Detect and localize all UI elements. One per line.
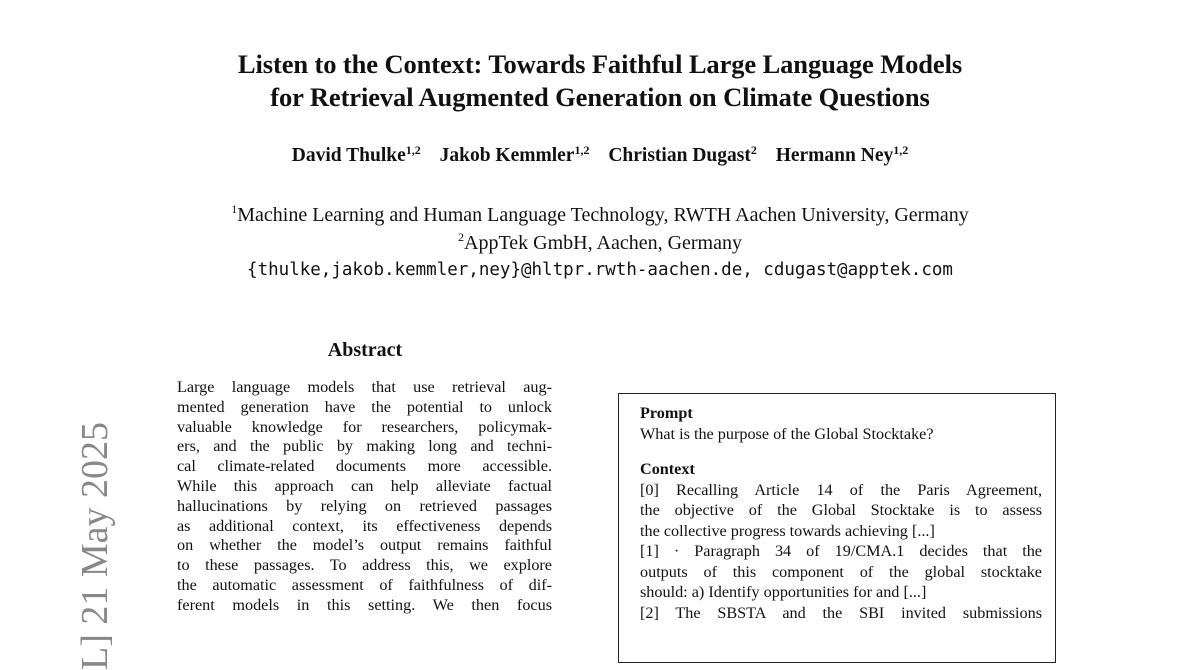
context-line: [0] Recalling Article 14 of the Paris Agreement, (640, 480, 1042, 499)
prompt-text: What is the purpose of the Global Stocktake? (640, 424, 934, 443)
abstract-line: cal climate-related documents more accessible. (177, 457, 552, 476)
figure-spacer (640, 444, 1042, 459)
example-figure-content (640, 403, 1042, 623)
example-figure-box (618, 393, 1056, 663)
title-line: for Retrieval Augmented Generation on Climate Questions (270, 82, 930, 112)
author-name: David Thulke (291, 145, 406, 166)
context-label: Context (640, 460, 695, 478)
affiliations (0, 201, 1200, 257)
author (292, 145, 421, 166)
affiliation (0, 201, 1200, 229)
affiliation-marker: 2 (458, 230, 465, 244)
context-line: [2] The SBSTA and the SBI invited submissions (640, 603, 1042, 622)
abstract-line: hallucinations by relying on retrieved passages (177, 496, 552, 515)
author-name: Jakob Kemmler (439, 145, 575, 166)
author-affiliation-marker: 1,2 (405, 143, 421, 157)
context-line: outputs of this component of the global stocktake (640, 562, 1042, 581)
author-list (0, 143, 1200, 169)
abstract-line: valuable knowledge for researchers, policymak- (177, 417, 552, 436)
context-line: should: a) Identify opportunities for and [...] (640, 583, 927, 601)
arxiv-stamp (8, 380, 116, 670)
affiliation (0, 229, 1200, 257)
prompt-label: Prompt (640, 404, 693, 422)
abstract-line: on whether the model’s output remains faithful (177, 536, 552, 555)
author-affiliation-marker: 2 (750, 143, 757, 157)
author (608, 145, 756, 166)
title-line: Listen to the Context: Towards Faithful Large Language Models (237, 49, 963, 79)
author (440, 145, 590, 166)
paper-title (0, 48, 1200, 114)
context-line: the collective progress towards achieving [...] (640, 521, 935, 540)
affiliation-marker: 1 (231, 202, 238, 216)
affiliation-text: Machine Learning and Human Language Technology, RWTH Aachen University, Germany (237, 204, 969, 226)
abstract-line: ers, and the public by making long and techni- (177, 437, 552, 456)
context-line: the objective of the Global Stocktake is to assess (640, 501, 1042, 519)
arxiv-stamp-text: L] 21 May 2025 (74, 421, 116, 670)
context-line: [1] · Paragraph 34 of 19/CMA.1 decides that the (640, 542, 1042, 560)
author-name: Christian Dugast (608, 145, 751, 166)
author-affiliation-marker: 1,2 (893, 143, 909, 157)
abstract-line: to these passages. To address this, we explore (177, 556, 552, 575)
abstract-line: While this approach can help alleviate factual (177, 476, 552, 495)
abstract-line: ferent models in this setting. We then focus (177, 595, 552, 614)
author-affiliation-marker: 1,2 (574, 143, 590, 157)
author-name: Hermann Ney (775, 145, 894, 166)
abstract-body (177, 378, 552, 616)
author (776, 145, 909, 166)
abstract-line: as additional context, its effectiveness depends (177, 516, 552, 535)
abstract-heading: Abstract (327, 339, 403, 361)
abstract-line: mented generation have the potential to unlock (177, 397, 552, 416)
author-emails: {thulke,jakob.kemmler,ney}@hltpr.rwth-aachen.de, cdugast@apptek.com (247, 260, 953, 280)
abstract-line: the automatic assessment of faithfulness of dif- (177, 575, 552, 594)
abstract-line: Large language models that use retrieval aug- (177, 378, 552, 396)
affiliation-text: AppTek GmbH, Aachen, Germany (464, 232, 742, 254)
